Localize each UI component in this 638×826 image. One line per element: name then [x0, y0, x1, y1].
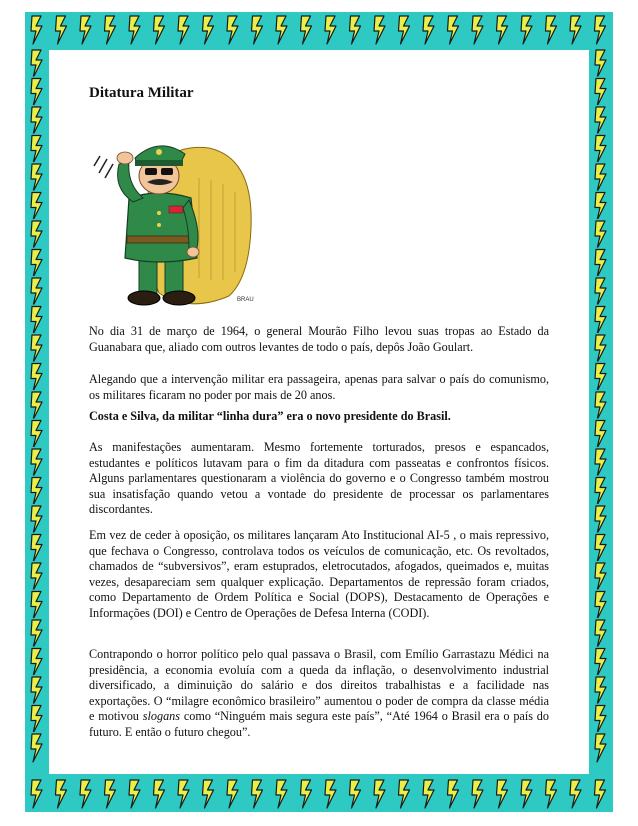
border-bolt-right [593, 590, 609, 622]
border-bolt-left [29, 419, 45, 451]
border-bolt-left [29, 105, 45, 137]
border-bolt-left [29, 647, 45, 679]
border-bolt-bottom [274, 778, 290, 810]
border-bolt-right [593, 77, 609, 109]
border-bolt-top [299, 14, 315, 46]
border-bolt-top [348, 14, 364, 46]
border-bolt-left [29, 533, 45, 565]
border-bolt-bottom [299, 778, 315, 810]
border-bolt-right [593, 675, 609, 707]
border-bolt-top [495, 14, 511, 46]
border-bolt-top [397, 14, 413, 46]
border-bolt-right [593, 276, 609, 308]
border-bolt-bottom [446, 778, 462, 810]
border-bolt-right [593, 305, 609, 337]
border-bolt-bottom [593, 778, 609, 810]
border-bolt-bottom [29, 778, 45, 810]
border-bolt-top [519, 14, 535, 46]
border-bolt-right [593, 48, 609, 80]
border-bolt-top [274, 14, 290, 46]
border-bolt-top [372, 14, 388, 46]
border-bolt-top [152, 14, 168, 46]
soldier-illustration [89, 118, 264, 318]
border-bolt-top [470, 14, 486, 46]
border-bolt-left [29, 162, 45, 194]
border-bolt-left [29, 561, 45, 593]
border-bolt-bottom [250, 778, 266, 810]
border-bolt-left [29, 48, 45, 80]
border-bolt-top [201, 14, 217, 46]
border-bolt-right [593, 447, 609, 479]
border-bolt-top [29, 14, 45, 46]
border-bolt-left [29, 390, 45, 422]
paragraph-5: Em vez de ceder à oposição, os militares lançaram Ato Institucional AI-5 , o mais repressivo, que fechava o Congresso, controlava todos os veículos de comunicação, etc. Os revoltados, chamados de “subversivos”, eram estuprados, eletrocutados, afogados, queimados e, muitas vezes, desapareciam sem qualquer explicação. Departamentos de repressão foram criados, como Departamento de Ordem Política e Social (DOPS), Destacamento de Operações e Informações (DOI) e Centro de Operações de Defesa Interna (CODI). [89, 528, 549, 620]
border-bolt-left [29, 248, 45, 280]
border-bolt-right [593, 362, 609, 394]
border-bolt-right [593, 476, 609, 508]
border-bolt-bottom [103, 778, 119, 810]
border-bolt-left [29, 675, 45, 707]
paragraph-6-text-b: como “Ninguém mais segura este país”, “Até 1964 o Brasil era o país do futuro. E então o futuro chegou”. [89, 709, 549, 739]
border-bolt-right [593, 134, 609, 166]
border-bolt-right [593, 219, 609, 251]
paragraph-1: No dia 31 de março de 1964, o general Mourão Filho levou suas tropas ao Estado da Guanabara que, aliado com outros levantes de todo o país, depôs João Goulart. [89, 324, 549, 354]
border-bolt-top [250, 14, 266, 46]
border-bolt-right [593, 561, 609, 593]
border-bolt-left [29, 276, 45, 308]
border-bolt-bottom [78, 778, 94, 810]
border-bolt-right [593, 191, 609, 223]
border-bolt-top [446, 14, 462, 46]
paragraph-3-bold: Costa e Silva, da militar “linha dura” era o novo presidente do Brasil. [89, 409, 451, 423]
border-bolt-left [29, 704, 45, 736]
border-bolt-bottom [54, 778, 70, 810]
border-bolt-top [544, 14, 560, 46]
border-bolt-bottom [495, 778, 511, 810]
artist-signature: BRAU [237, 297, 254, 303]
border-bolt-left [29, 476, 45, 508]
border-bolt-left [29, 447, 45, 479]
border-bolt-left [29, 590, 45, 622]
border-bolt-bottom [323, 778, 339, 810]
border-bolt-left [29, 191, 45, 223]
paragraph-4: As manifestações aumentaram. Mesmo fortemente torturados, presos e espancados, estudantes e políticos lutavam para o fim da ditadura com passeatas e confrontos físicos. Alguns parlamentares questionaram a violência do governo e o Congresso também mostrou sua insatisfação quando vetou a vontade do presidente de processar os parlamentares discordantes. [89, 440, 549, 517]
border-bolt-top [421, 14, 437, 46]
border-bolt-left [29, 77, 45, 109]
border-bolt-left [29, 333, 45, 365]
paragraph-2: Alegando que a intervenção militar era passageira, apenas para salvar o país do comunismo, os militares ficaram no poder por mais de 20 anos. [89, 372, 549, 402]
border-bolt-right [593, 647, 609, 679]
page-title: Ditatura Militar [89, 85, 194, 101]
border-bolt-top [176, 14, 192, 46]
border-bolt-left [29, 134, 45, 166]
border-bolt-right [593, 504, 609, 536]
document-body [89, 70, 549, 102]
border-bolt-bottom [201, 778, 217, 810]
border-bolt-bottom [176, 778, 192, 810]
border-bolt-right [593, 618, 609, 650]
border-bolt-right [593, 162, 609, 194]
border-bolt-top [593, 14, 609, 46]
border-bolt-top [78, 14, 94, 46]
border-bolt-bottom [519, 778, 535, 810]
border-bolt-left [29, 305, 45, 337]
border-bolt-bottom [225, 778, 241, 810]
border-bolt-bottom [568, 778, 584, 810]
border-bolt-bottom [152, 778, 168, 810]
border-bolt-right [593, 105, 609, 137]
border-bolt-top [103, 14, 119, 46]
paragraph-6 [89, 647, 549, 741]
border-bolt-left [29, 504, 45, 536]
border-bolt-bottom [544, 778, 560, 810]
border-bolt-left [29, 219, 45, 251]
border-bolt-left [29, 732, 45, 764]
border-bolt-left [29, 618, 45, 650]
border-bolt-bottom [397, 778, 413, 810]
border-bolt-top [127, 14, 143, 46]
border-bolt-left [29, 362, 45, 394]
paragraph-6-italic: slogans [142, 709, 180, 724]
border-bolt-top [54, 14, 70, 46]
border-bolt-right [593, 248, 609, 280]
border-bolt-top [568, 14, 584, 46]
border-bolt-top [323, 14, 339, 46]
border-bolt-right [593, 732, 609, 764]
border-bolt-right [593, 390, 609, 422]
border-bolt-right [593, 419, 609, 451]
border-bolt-bottom [127, 778, 143, 810]
border-bolt-top [225, 14, 241, 46]
border-bolt-bottom [372, 778, 388, 810]
border-bolt-right [593, 533, 609, 565]
border-bolt-bottom [470, 778, 486, 810]
paragraph-6-text-a: Contrapondo o horror político pelo qual passava o Brasil, com Emílio Garrastazu Médici na presidência, a economia evoluía com a queda da inflação, o desenvolvimento industrial diversificado, a diminuição do salário e dos direitos trabalhistas e a facilidade nas exportações. O “milagre econômico brasileiro” aumentou o poder de compra da classe média e motivou [89, 647, 549, 724]
border-bolt-right [593, 333, 609, 365]
border-bolt-bottom [348, 778, 364, 810]
border-bolt-right [593, 704, 609, 736]
border-bolt-bottom [421, 778, 437, 810]
